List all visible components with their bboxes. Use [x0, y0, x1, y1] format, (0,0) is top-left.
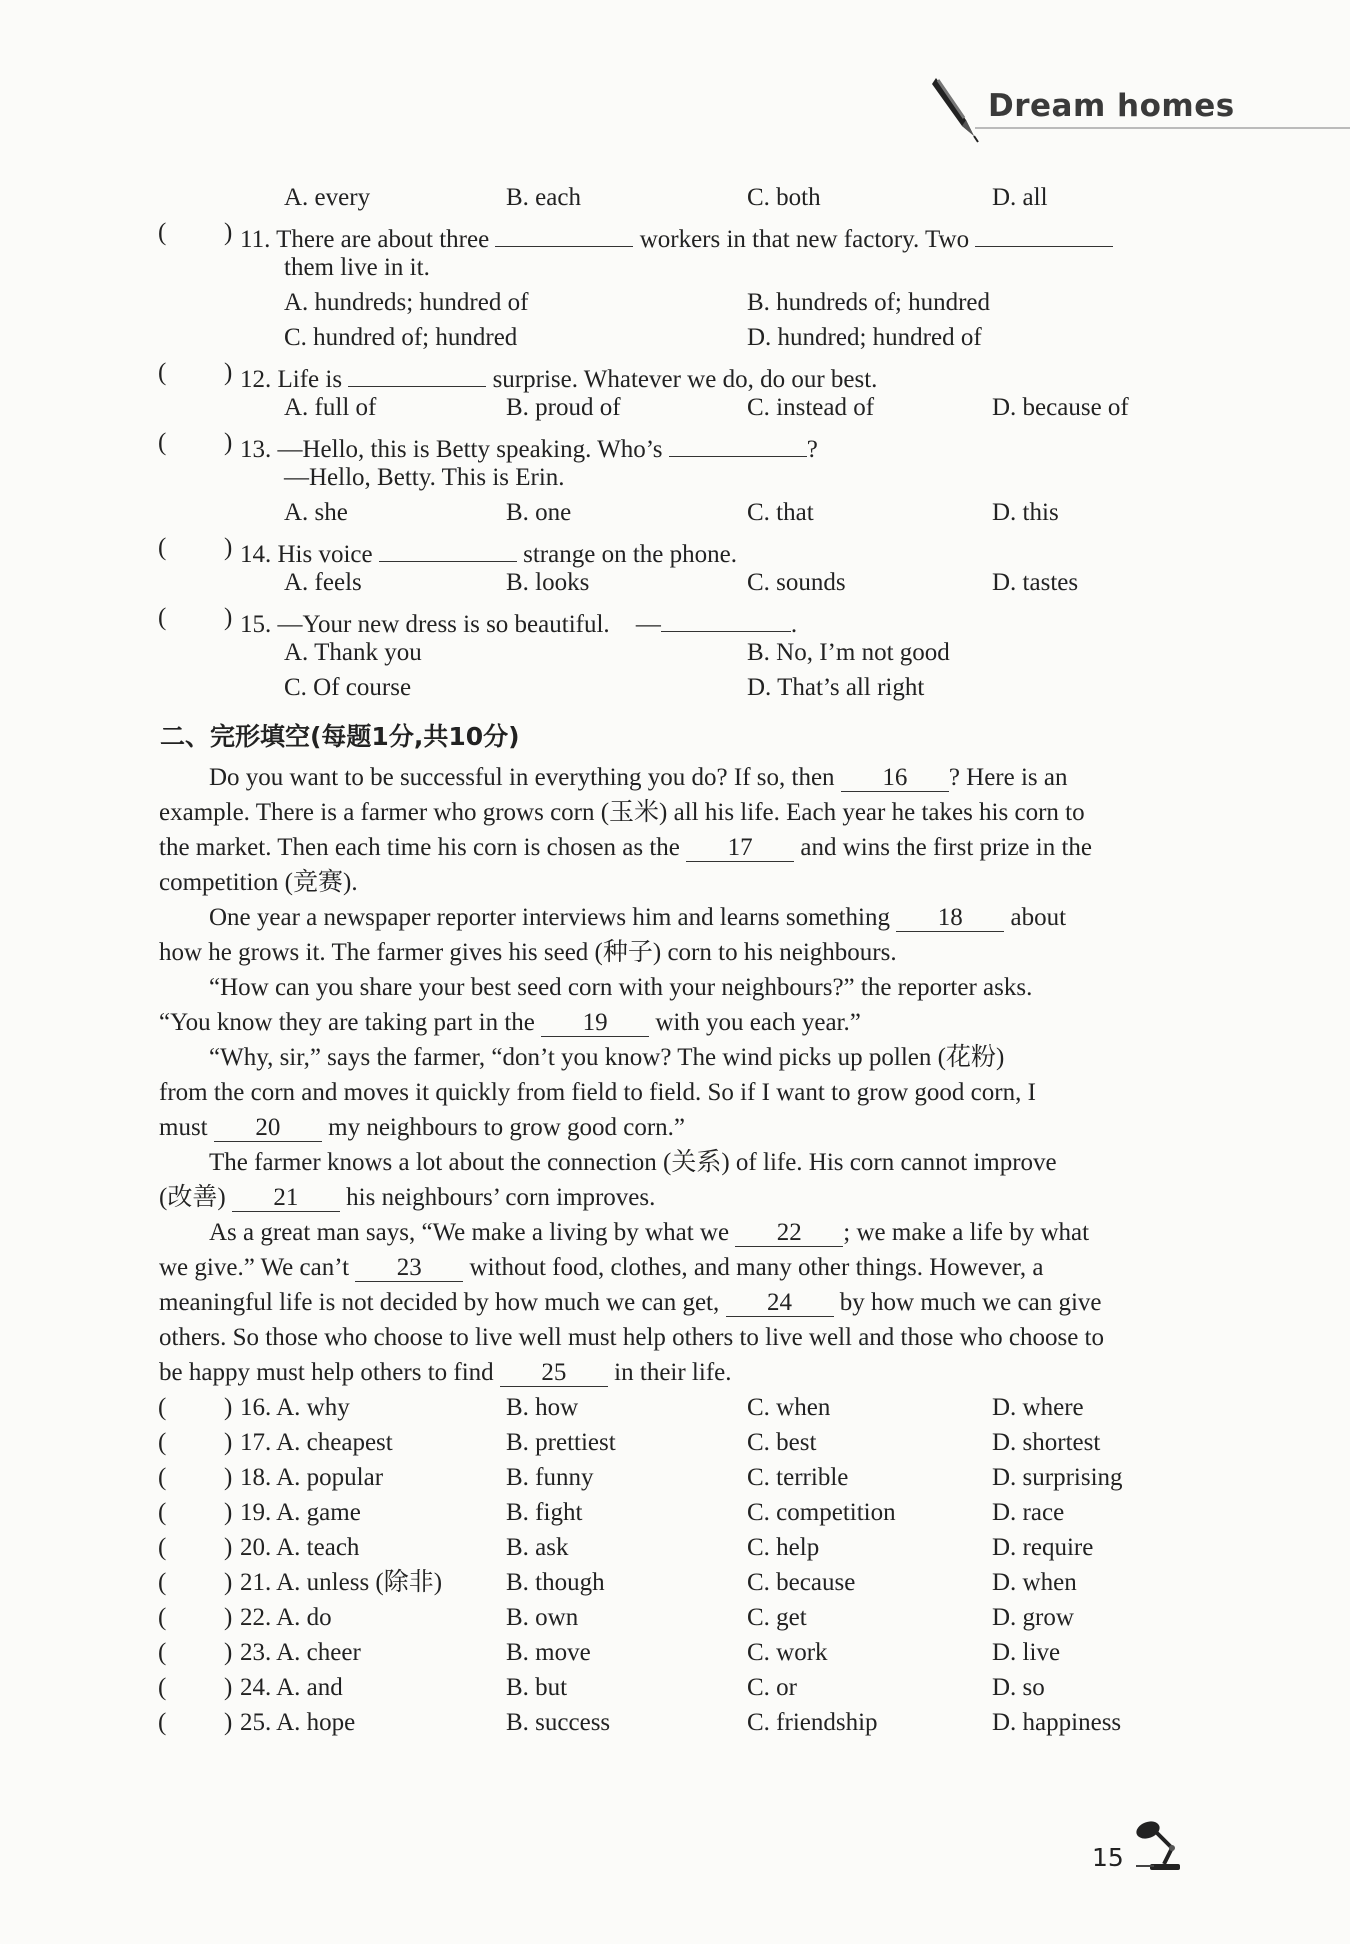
cloze-option-a: 24. A. and [240, 1674, 343, 1701]
answer-paren-open: ( [158, 604, 167, 631]
cloze-option-a: 23. A. cheer [240, 1639, 361, 1666]
answer-paren-close: ) [224, 534, 233, 561]
passage-line: must 20 my neighbours to grow good corn.” [159, 1111, 685, 1145]
passage-line: competition (竞赛). [159, 869, 358, 896]
cloze-option-a: 19. A. game [240, 1499, 361, 1526]
q13-text: 13. —Hello, this is Betty speaking. Who’s ? [240, 426, 818, 467]
answer-blank[interactable] [661, 601, 791, 632]
answer-paren-close: ) [224, 1499, 233, 1526]
q11-text: 11. There are about three workers in that new factory. Two [240, 216, 1113, 257]
passage-line: As a great man says, “We make a living by what we 22 ; we make a life by what [209, 1216, 1089, 1250]
answer-paren-close: ) [224, 1569, 233, 1596]
q14-option-c: C. sounds [747, 569, 846, 596]
answer-paren-open: ( [158, 429, 167, 456]
cloze-option-b: B. ask [506, 1534, 569, 1561]
q12-option-a: A. full of [284, 394, 377, 421]
header-title: Dream homes [988, 88, 1235, 124]
answer-paren-open: ( [158, 534, 167, 561]
cloze-option-d: D. require [992, 1534, 1094, 1561]
cloze-option-b: B. own [506, 1604, 579, 1631]
q12-text: 12. Life is surprise. Whatever we do, do our best. [240, 356, 877, 397]
answer-blank[interactable]: 20 [214, 1111, 322, 1142]
answer-paren-close: ) [224, 604, 233, 631]
answer-blank[interactable]: 16 [841, 761, 949, 792]
passage-line: The farmer knows a lot about the connection (关系) of life. His corn cannot improve [209, 1149, 1057, 1176]
lamp-icon [1130, 1814, 1190, 1874]
pen-icon [928, 74, 980, 144]
q10-option-b: B. each [506, 184, 581, 211]
cloze-option-c: C. work [747, 1639, 828, 1666]
q10-option-a: A. every [284, 184, 371, 211]
answer-paren-open: ( [158, 1709, 167, 1736]
q11-option-a: A. hundreds; hundred of [284, 289, 529, 316]
q14-option-a: A. feels [284, 569, 362, 596]
header-rule [975, 127, 1350, 129]
answer-blank[interactable]: 22 [735, 1216, 843, 1247]
passage-line: “How can you share your best seed corn with your neighbours?” the reporter asks. [209, 974, 1033, 1001]
answer-paren-close: ) [224, 359, 233, 386]
answer-paren-open: ( [158, 1429, 167, 1456]
q15-option-b: B. No, I’m not good [747, 639, 950, 666]
q13-option-d: D. this [992, 499, 1059, 526]
answer-paren-open: ( [158, 1569, 167, 1596]
answer-paren-close: ) [224, 1639, 233, 1666]
passage-line: Do you want to be successful in everything you do? If so, then 16 ? Here is an [209, 761, 1068, 795]
answer-paren-open: ( [158, 1499, 167, 1526]
answer-paren-open: ( [158, 1639, 167, 1666]
answer-paren-close: ) [224, 1394, 233, 1421]
cloze-option-d: D. surprising [992, 1464, 1123, 1491]
cloze-option-d: D. live [992, 1639, 1061, 1666]
cloze-option-a: 25. A. hope [240, 1709, 356, 1736]
answer-paren-close: ) [224, 1464, 233, 1491]
answer-blank[interactable]: 19 [541, 1006, 649, 1037]
q15-option-a: A. Thank you [284, 639, 422, 666]
q11-option-c: C. hundred of; hundred [284, 324, 518, 351]
answer-blank[interactable] [975, 216, 1113, 247]
passage-line: the market. Then each time his corn is chosen as the 17 and wins the first prize in the [159, 831, 1092, 865]
answer-paren-close: ) [224, 1429, 233, 1456]
cloze-option-d: D. grow [992, 1604, 1074, 1631]
answer-blank[interactable]: 18 [896, 901, 1004, 932]
passage-line: how he grows it. The farmer gives his seed (种子) corn to his neighbours. [159, 939, 897, 966]
answer-blank[interactable]: 21 [232, 1181, 340, 1212]
answer-paren-close: ) [224, 1674, 233, 1701]
cloze-option-d: D. when [992, 1569, 1077, 1596]
cloze-option-a: 18. A. popular [240, 1464, 384, 1491]
cloze-option-c: C. friendship [747, 1709, 878, 1736]
q12-option-d: D. because of [992, 394, 1129, 421]
cloze-option-a: 21. A. unless (除非) [240, 1569, 443, 1596]
answer-blank[interactable]: 23 [355, 1251, 463, 1282]
cloze-option-b: B. though [506, 1569, 605, 1596]
cloze-option-c: C. get [747, 1604, 807, 1631]
q12-option-b: B. proud of [506, 394, 621, 421]
answer-blank[interactable]: 25 [500, 1356, 608, 1387]
page-number: 15 [1092, 1843, 1124, 1872]
q13-text-cont: —Hello, Betty. This is Erin. [284, 464, 565, 491]
answer-blank[interactable] [348, 356, 486, 387]
cloze-option-a: 17. A. cheapest [240, 1429, 393, 1456]
cloze-option-b: B. move [506, 1639, 591, 1666]
cloze-option-b: B. how [506, 1394, 579, 1421]
passage-line: we give.” We can’t 23 without food, clothes, and many other things. However, a [159, 1251, 1043, 1285]
cloze-option-c: C. when [747, 1394, 831, 1421]
answer-paren-open: ( [158, 219, 167, 246]
cloze-option-d: D. so [992, 1674, 1045, 1701]
passage-line: (改善) 21 his neighbours’ corn improves. [159, 1181, 655, 1215]
answer-paren-open: ( [158, 1534, 167, 1561]
answer-paren-close: ) [224, 1534, 233, 1561]
answer-paren-open: ( [158, 359, 167, 386]
cloze-option-b: B. fight [506, 1499, 583, 1526]
cloze-option-b: B. prettiest [506, 1429, 616, 1456]
cloze-option-c: C. or [747, 1674, 797, 1701]
passage-line: example. There is a farmer who grows corn (玉米) all his life. Each year he takes his corn to [159, 799, 1085, 826]
q15-option-c: C. Of course [284, 674, 412, 701]
answer-paren-close: ) [224, 429, 233, 456]
cloze-option-a: 16. A. why [240, 1394, 350, 1421]
q13-option-c: C. that [747, 499, 814, 526]
cloze-option-c: C. best [747, 1429, 817, 1456]
answer-paren-close: ) [224, 1709, 233, 1736]
cloze-option-d: D. race [992, 1499, 1065, 1526]
answer-blank[interactable] [495, 216, 633, 247]
answer-paren-close: ) [224, 219, 233, 246]
q15-option-d: D. That’s all right [747, 674, 925, 701]
q11-option-d: D. hundred; hundred of [747, 324, 982, 351]
answer-blank[interactable] [669, 426, 807, 457]
passage-line: be happy must help others to find 25 in their life. [159, 1356, 732, 1390]
passage-line: from the corn and moves it quickly from field to field. So if I want to grow good corn, I [159, 1079, 1036, 1106]
passage-line: One year a newspaper reporter interviews him and learns something 18 about [209, 901, 1066, 935]
cloze-option-b: B. but [506, 1674, 568, 1701]
passage-line: “You know they are taking part in the 19 with you each year.” [159, 1006, 861, 1040]
cloze-option-c: C. because [747, 1569, 856, 1596]
cloze-option-a: 22. A. do [240, 1604, 332, 1631]
answer-blank[interactable]: 17 [686, 831, 794, 862]
section-title: 二、完形填空(每题1分,共10分) [160, 722, 520, 751]
q11-text-cont: them live in it. [284, 254, 430, 281]
answer-paren-open: ( [158, 1604, 167, 1631]
cloze-option-c: C. help [747, 1534, 820, 1561]
q14-option-b: B. looks [506, 569, 590, 596]
answer-paren-open: ( [158, 1674, 167, 1701]
cloze-option-c: C. terrible [747, 1464, 849, 1491]
cloze-option-d: D. happiness [992, 1709, 1122, 1736]
passage-line: “Why, sir,” says the farmer, “don’t you know? The wind picks up pollen (花粉) [209, 1044, 1005, 1071]
q14-text: 14. His voice strange on the phone. [240, 531, 737, 572]
cloze-option-a: 20. A. teach [240, 1534, 360, 1561]
answer-paren-close: ) [224, 1604, 233, 1631]
answer-paren-open: ( [158, 1394, 167, 1421]
answer-paren-open: ( [158, 1464, 167, 1491]
cloze-option-d: D. shortest [992, 1429, 1101, 1456]
cloze-option-c: C. competition [747, 1499, 896, 1526]
q14-option-d: D. tastes [992, 569, 1079, 596]
answer-blank[interactable] [379, 531, 517, 562]
cloze-option-d: D. where [992, 1394, 1084, 1421]
q13-option-a: A. she [284, 499, 348, 526]
q13-option-b: B. one [506, 499, 572, 526]
cloze-option-b: B. funny [506, 1464, 594, 1491]
q15-text: 15. —Your new dress is so beautiful. — . [240, 601, 797, 642]
q11-option-b: B. hundreds of; hundred [747, 289, 991, 316]
passage-line: meaningful life is not decided by how much we can get, 24 by how much we can give [159, 1286, 1102, 1320]
q10-option-c: C. both [747, 184, 821, 211]
cloze-option-b: B. success [506, 1709, 611, 1736]
answer-blank[interactable]: 24 [726, 1286, 834, 1317]
passage-line: others. So those who choose to live well must help others to live well and those who choose to [159, 1324, 1104, 1351]
q10-option-d: D. all [992, 184, 1048, 211]
q12-option-c: C. instead of [747, 394, 875, 421]
